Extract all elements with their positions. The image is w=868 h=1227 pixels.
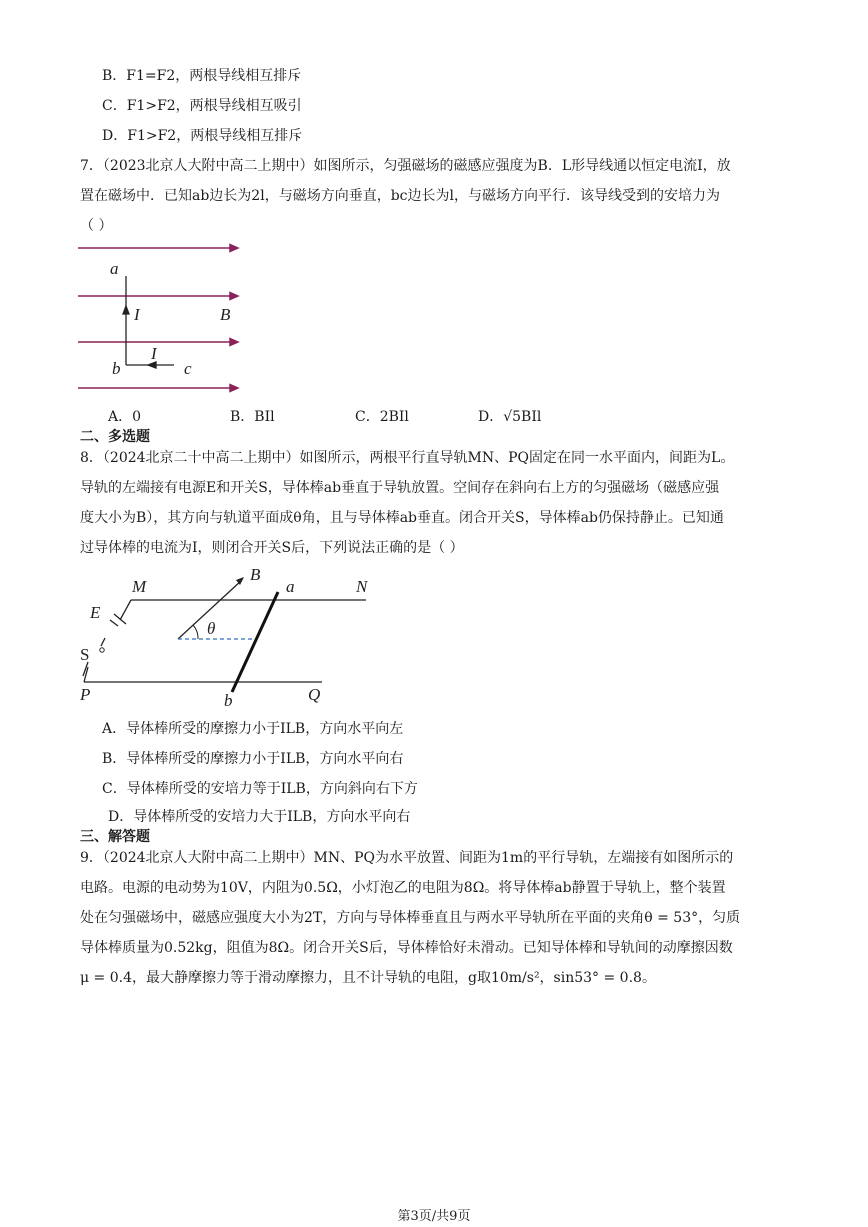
switch-s-contact — [100, 648, 104, 652]
section-heading-multiple-choice: 二、多选题 — [80, 429, 150, 445]
label-e: E — [90, 603, 101, 622]
label-a-rod: a — [286, 577, 295, 596]
q8-figure — [76, 564, 376, 712]
q8-text-line4: 过导体棒的电流为I，则闭合开关S后，下列说法正确的是（ ） — [80, 540, 464, 556]
conductor-rod-ab — [232, 592, 278, 692]
rails — [84, 600, 366, 682]
field-lines — [78, 245, 238, 392]
q8-option-c: C．导体棒所受的安培力等于ILB，方向斜向右下方 — [102, 781, 418, 797]
option-d-prev: D．F1>F2，两根导线相互排斥 — [102, 128, 303, 144]
label-b: b — [112, 359, 121, 378]
q8-option-d: D．导体棒所受的安培力大于ILB，方向水平向右 — [108, 809, 411, 825]
label-p: P — [80, 685, 91, 704]
label-m: M — [132, 577, 147, 596]
page-footer: 第3页/共9页 — [397, 1209, 471, 1224]
q7-option-a: A．0 — [108, 409, 142, 425]
option-b-prev: B．F1=F2，两根导线相互排斥 — [102, 68, 302, 84]
q8-text-line2: 导轨的左端接有电源E和开关S，导体棒ab垂直于导轨放置。空间存在斜向右上方的匀强磁场（磁感应强 — [80, 480, 720, 496]
q9-text-line5: μ = 0.4，最大静摩擦力等于滑动摩擦力，且不计导轨的电阻，g取10m/s²，sin53° = 0.8。 — [80, 970, 656, 986]
q7-text-line1: 7．（2023北京人大附中高二上期中）如图所示，匀强磁场的磁感应强度为B．L形导线通以恒定电流I，放 — [80, 158, 731, 174]
q9-text-line3: 处在匀强磁场中，磁感应强度大小为2T，方向与导体棒垂直且与两水平导轨所在平面的夹角θ = 53°，匀质 — [80, 910, 741, 926]
label-q: Q — [308, 685, 321, 704]
q7-figure — [78, 240, 248, 400]
q7-text-line3: （ ） — [80, 218, 113, 234]
q9-text-line4: 导体棒质量为0.52kg，阻值为8Ω。闭合开关S后，导体棒恰好未滑动。已知导体棒和导轨间的动摩擦因数 — [80, 940, 733, 956]
battery-e — [110, 614, 126, 626]
label-b-rod: b — [224, 691, 233, 710]
q7-option-b: B．BIl — [230, 409, 275, 425]
q8-option-b: B．导体棒所受的摩擦力小于ILB，方向水平向右 — [102, 751, 404, 767]
label-s: S — [80, 645, 90, 664]
option-c-prev: C．F1>F2，两根导线相互吸引 — [102, 98, 302, 114]
label-field-b: B — [220, 305, 231, 324]
q7-option-c: C．2BIl — [355, 409, 409, 425]
q7-text-line2: 置在磁场中．已知ab边长为2l，与磁场方向垂直，bc边长为l，与磁场方向平行．该导线受到的安培力为 — [80, 188, 720, 204]
q7-option-d: D．√5BIl — [478, 409, 542, 425]
q8-option-a: A．导体棒所受的摩擦力小于ILB，方向水平向左 — [102, 721, 404, 737]
label-b-field: B — [250, 565, 261, 584]
angle-arc — [193, 625, 198, 639]
label-c: c — [184, 359, 192, 378]
q8-text-line3: 度大小为B），其方向与轨道平面成θ角，且与导体棒ab垂直。闭合开关S，导体棒ab仍保持静止。已知通 — [80, 510, 724, 526]
label-n: N — [356, 577, 368, 596]
label-current-vertical: I — [134, 305, 140, 324]
section-heading-solution: 三、解答题 — [80, 829, 150, 845]
q9-text-line1: 9．（2024北京人大附中高二上期中）MN、PQ为水平放置、间距为1m的平行导轨，左端接有如图所示的 — [80, 850, 734, 866]
q8-text-line1: 8．（2024北京二十中高二上期中）如图所示，两根平行直导轨MN、PQ固定在同一水平面内，间距为L。 — [80, 450, 735, 466]
label-theta: θ — [207, 619, 216, 638]
q9-text-line2: 电路。电源的电动势为10V，内阻为0.5Ω，小灯泡乙的电阻为8Ω。将导体棒ab静置于导轨上，整个装置 — [80, 880, 726, 896]
l-shaped-wire — [123, 276, 174, 368]
label-a: a — [110, 259, 119, 278]
label-current-horizontal: I — [151, 344, 157, 363]
